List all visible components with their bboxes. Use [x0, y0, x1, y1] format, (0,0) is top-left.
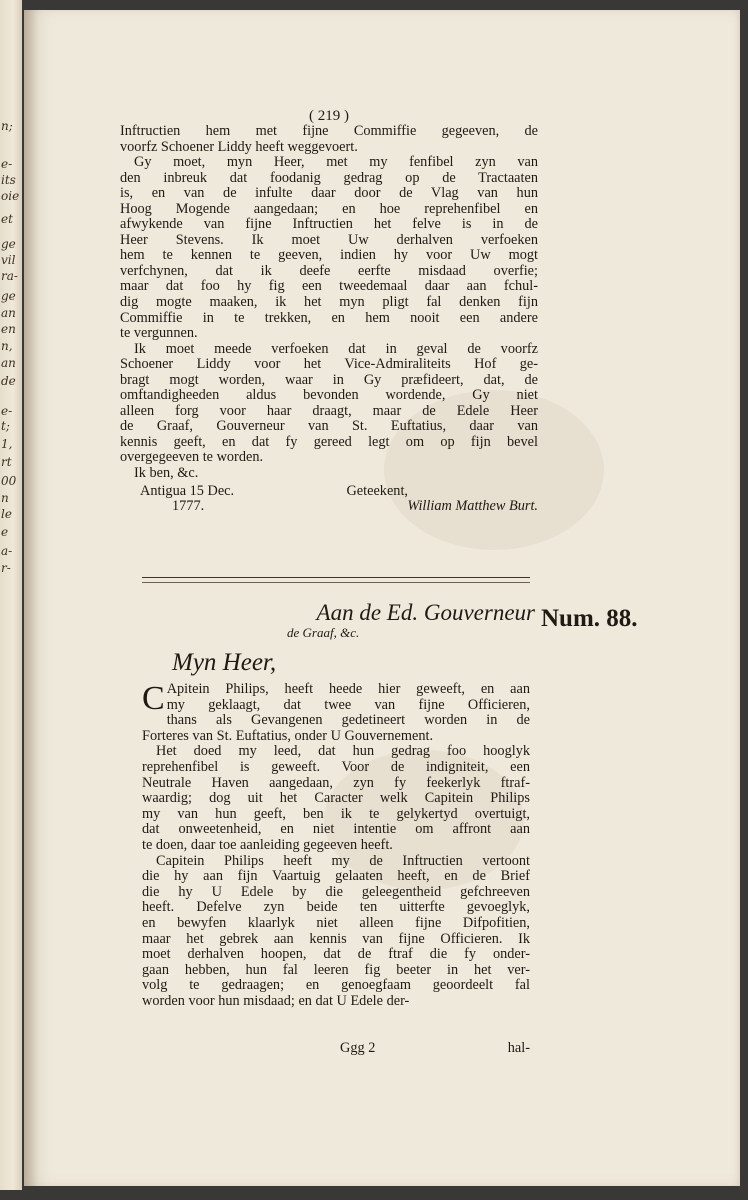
letter-number: Num. 88.	[541, 605, 638, 632]
text-line: reprehenfibel is geweeft. Voor de indigniteit, een	[142, 758, 530, 775]
text-line: Ik moet meede verfoeken dat in geval de voorfz	[134, 340, 538, 357]
facing-page-fragment: de	[1, 374, 16, 388]
paragraph	[120, 155, 538, 342]
text-line: Capitein Philips heeft my de Inftructien vertoont	[156, 852, 530, 869]
catchword: hal-	[507, 1040, 530, 1056]
facing-page-fragment: an	[1, 306, 16, 320]
text-line: Apitein Philips, heeft heede hier geweeft, en aan	[166, 681, 530, 697]
section-divider	[142, 577, 530, 578]
facing-page-fragment: ge	[1, 237, 16, 251]
signature-row-2	[120, 499, 538, 515]
text-line: my geklaagt, dat twee van fijne Officieren,	[166, 696, 530, 713]
text-line: is, en van de infulte daar door de Vlag van hun	[120, 185, 538, 202]
facing-page-fragment: its	[1, 173, 16, 187]
text-line: die hy aan fijn Vaartuig gelaaten heeft, en de Brief	[142, 868, 530, 885]
text-line: dat onweetenheid, en niet intentie om affront aan	[142, 821, 530, 838]
place-date: Antigua 15 Dec.	[140, 482, 235, 499]
text-line: Gy moet, myn Heer, met my fenfibel zyn van	[134, 154, 538, 171]
text-line: die hy U Edele by die geleegentheid gefchreeven	[142, 883, 530, 900]
facing-page-fragment: vil	[1, 253, 16, 267]
page-number: ( 219 )	[309, 108, 349, 124]
text-line: kennis geeft, en dat fy gereed legt om op fijn bevel	[120, 433, 538, 450]
text-line: overgegeeven te worden.	[120, 449, 264, 466]
facing-page-fragment: 00	[1, 474, 17, 488]
text-line: Hoog Mogende aangedaan; en hoe reprehenfibel en	[120, 200, 538, 217]
paragraph	[120, 124, 538, 155]
text-line: afwykende van fijne Inftructien het felve is in de	[120, 216, 538, 233]
top-letter-body	[120, 124, 538, 482]
facing-page-fragment: rt	[1, 455, 12, 469]
text-line: Forteres van St. Euftatius, onder U Gouvernement.	[142, 727, 434, 744]
text-line: en bewyfen klaarlyk niet alleen fijne Difpofitien,	[142, 914, 530, 931]
text-line: te vergunnen.	[120, 325, 198, 342]
facing-page-fragment: oie	[1, 189, 20, 203]
text-line: hem te kennen te geeven, indien hy voor Uw mogt	[120, 247, 538, 264]
facing-page-fragment: 1,	[1, 437, 13, 451]
text-line: Het doed my leed, dat hun gedrag foo hooglyk	[156, 743, 530, 760]
section-divider-thin	[142, 582, 530, 583]
page-footer	[142, 1040, 530, 1057]
facing-page-edge	[0, 0, 22, 1190]
second-letter-body	[142, 682, 530, 1009]
facing-page-fragment: n	[1, 491, 9, 505]
text-line: bragt mogt worden, waar in Gy præfideert, dat, de	[120, 371, 538, 388]
text-line: dig mogte maaken, ik het myn pligt fal denken fijn	[120, 294, 538, 311]
text-line: maar het gebrek aan kennis van fijne Officieren. Ik	[142, 930, 530, 947]
text-line: Heer Stevens. Ik moet Uw derhalven verfoeken	[120, 231, 538, 248]
text-line: thans als Gevangenen gedetineert worden in de	[166, 712, 530, 729]
facing-page-fragment: a-	[1, 544, 13, 558]
text-line: voorfz Schoener Liddy heeft weggevoert.	[120, 138, 358, 155]
second-letter	[142, 682, 530, 1009]
facing-page-fragment: e	[1, 525, 9, 539]
paragraph	[142, 744, 530, 853]
signature-mark: Ggg 2	[340, 1040, 376, 1056]
text-line: worden voor hun misdaad; en dat U Edele der-	[142, 992, 410, 1009]
text-line: alleen forg voor haar draagt, maar de Edele Heer	[120, 402, 538, 419]
paragraph	[120, 466, 538, 482]
year: 1777.	[172, 498, 205, 515]
facing-page-fragment: e-	[1, 404, 13, 418]
facing-page-fragment: e-	[1, 157, 13, 171]
text-line: waardig; dog uit het Caracter welk Capitein Philips	[142, 790, 530, 807]
paragraph	[142, 682, 530, 744]
text-line: maar dat foo hy fig een tweedemaal daar aan fchul-	[120, 278, 538, 295]
text-line: omftandigheeden aldus bevonden wordende, Gy niet	[120, 387, 538, 404]
drop-cap: C	[142, 680, 165, 717]
facing-page-fragment: le	[1, 507, 12, 521]
text-line: den inbreuk dat foodanig gedrag op de Tractaaten	[120, 169, 538, 186]
address-line-1: Aan de Ed. Gouverneur	[316, 600, 535, 625]
text-line: Commiffie in te trekken, en hem nooit een andere	[120, 309, 538, 326]
text-line: Schoener Liddy voor het Vice-Admiraliteits Hof ge-	[120, 356, 538, 373]
facing-page-fragment: n,	[1, 339, 13, 353]
facing-page-fragment: t;	[1, 419, 10, 433]
text-line: Neutrale Haven aangedaan, zyn fy feekerlyk ftraf-	[142, 774, 530, 791]
paragraph	[120, 342, 538, 466]
text-line: moet derhalven hoopen, dat de ftraf die fy onder-	[142, 946, 530, 963]
facing-page-fragment: ra-	[1, 269, 18, 283]
text-line: gaan hebben, hun fal leeren fig beeter in het ver-	[142, 961, 530, 978]
facing-page-fragment: an	[1, 356, 16, 370]
address-block	[285, 601, 535, 640]
signer-name: William Matthew Burt.	[407, 498, 538, 515]
text-line: Inftructien hem met fijne Commiffie gegeeven, de	[120, 123, 538, 139]
facing-page-fragment: n;	[1, 119, 13, 133]
text-line: Ik ben, &c.	[134, 465, 199, 482]
signed-label: Geteekent,	[346, 482, 408, 499]
paragraph	[142, 854, 530, 1010]
text-line: my van hun geeft, ben ik te gelykertyd overtuigt,	[142, 805, 530, 822]
facing-page-fragment: r-	[1, 561, 11, 575]
top-letter	[120, 108, 538, 515]
facing-page-fragment: et	[1, 212, 13, 226]
signature-block	[120, 484, 538, 500]
salutation: Myn Heer,	[172, 649, 277, 676]
text-line: verfchynen, dat ik deefe eerfte misdaad overfie;	[120, 262, 538, 279]
text-line: de Graaf, Gouverneur van St. Euftatius, daar van	[120, 418, 538, 435]
facing-page-fragment: en	[1, 322, 16, 336]
text-line: heeft. Defelve zyn beide ten uitterfte gevoeglyk,	[142, 899, 530, 916]
address-line-2: de Graaf, &c.	[287, 625, 360, 640]
facing-page-fragment: ge	[1, 289, 16, 303]
text-line: te doen, daar toe aanleiding gegeeven heeft.	[142, 836, 393, 853]
text-line: volg te gedraagen; en genoegfaam geoordeelt fal	[142, 977, 530, 994]
